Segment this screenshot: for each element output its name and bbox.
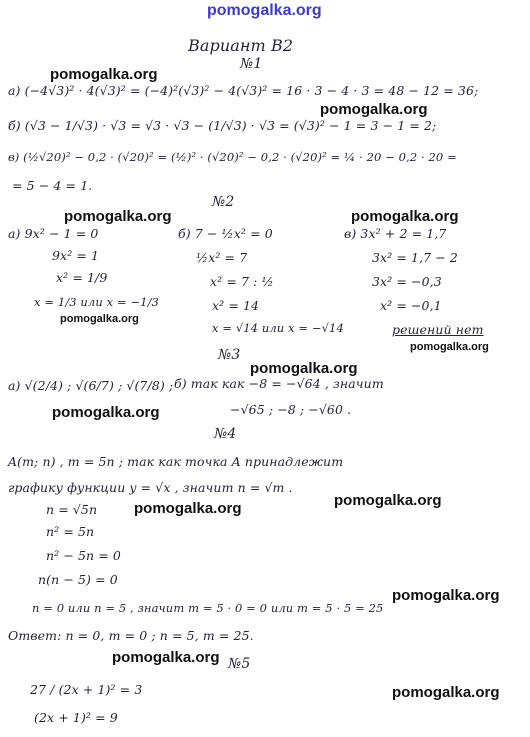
watermark-5: pomogalka.org <box>60 313 139 325</box>
task2-number: №2 <box>212 194 235 210</box>
task2-b-line2: ½x² = 7 <box>196 250 248 265</box>
watermark-8: pomogalka.org <box>52 404 160 421</box>
watermark-1: pomogalka.org <box>50 66 158 83</box>
task2-a-line2: 9x² = 1 <box>52 248 100 263</box>
watermark-3: pomogalka.org <box>64 208 172 225</box>
task2-a-line1: а) 9x² − 1 = 0 <box>8 226 99 241</box>
task4-step1: n = √5n <box>46 502 98 517</box>
task1-part-a: а) (−4√3)² · 4(√3)² = (−4)²(√3)² − 4(√3)² = 16 · 3 − 4 · 3 = 48 − 12 = 36; <box>8 83 479 98</box>
task4-answer: Ответ: n = 0, m = 0 ; n = 5, m = 25. <box>8 628 254 643</box>
task4-line1: A(m; n) , m = 5n ; так как точка A принадлежит <box>8 454 344 469</box>
task1-number: №1 <box>240 56 263 72</box>
watermark-7: pomogalka.org <box>250 360 358 377</box>
watermark-9: pomogalka.org <box>334 492 442 509</box>
task4-line3: n = 0 или n = 5 , значит m = 5 · 0 = 0 или m = 5 · 5 = 25 <box>32 601 384 615</box>
watermark-13: pomogalka.org <box>392 684 500 701</box>
task2-b-line5: x = √14 или x = −√14 <box>212 321 344 335</box>
watermark-10: pomogalka.org <box>134 500 242 517</box>
task2-b-line3: x² = 7 : ½ <box>210 274 274 289</box>
page-title: Вариант В2 <box>188 36 294 55</box>
site-header-watermark: pomogalka.org <box>207 2 322 19</box>
task4-step3: n² − 5n = 0 <box>46 548 121 563</box>
task5-number: №5 <box>228 656 251 672</box>
task2-a-line3: x² = 1/9 <box>56 270 108 285</box>
task3-part-a: а) √(2/4) ; √(6/7) ; √(7/8) ; <box>8 378 174 393</box>
task3-number: №3 <box>218 347 241 363</box>
task2-a-line4: x = 1/3 или x = −1/3 <box>34 295 159 309</box>
task1-part-b: б) (√3 − 1/√3) · √3 = √3 · √3 − (1/√3) · √3 = (√3)² − 1 = 3 − 1 = 2; <box>8 118 437 133</box>
task4-step2: n² = 5n <box>46 524 95 539</box>
watermark-6: pomogalka.org <box>410 341 489 353</box>
task1-part-v-line1: в) (½√20)² − 0,2 · (√20)² = (½)² · (√20)² − 0,2 · (√20)² = ¼ · 20 − 0,2 · 20 = <box>8 150 457 164</box>
task5-line1: 27 / (2x + 1)² = 3 <box>30 682 143 697</box>
task4-number: №4 <box>214 426 237 442</box>
watermark-12: pomogalka.org <box>112 649 220 666</box>
task2-v-line3: 3x² = −0,3 <box>372 274 442 289</box>
task1-part-v-line2: = 5 − 4 = 1. <box>12 178 93 193</box>
task4-step4: n(n − 5) = 0 <box>38 572 118 587</box>
watermark-4: pomogalka.org <box>351 208 459 225</box>
task4-line2: графику функции y = √x , значит n = √m . <box>8 480 293 495</box>
task3-part-b-line1: б) так как −8 = −√64 , значит <box>174 376 384 391</box>
watermark-2: pomogalka.org <box>320 101 428 118</box>
watermark-11: pomogalka.org <box>392 587 500 604</box>
task2-v-line2: 3x² = 1,7 − 2 <box>372 250 458 265</box>
task5-line2: (2x + 1)² = 9 <box>34 710 118 725</box>
task2-b-line1: б) 7 − ½x² = 0 <box>178 226 273 241</box>
task3-part-b-line2: −√65 ; −8 ; −√60 . <box>230 402 352 417</box>
task2-v-line1: в) 3x² + 2 = 1,7 <box>344 226 447 241</box>
task2-v-line5: решений нет <box>392 322 484 337</box>
task2-v-line4: x² = −0,1 <box>380 298 442 313</box>
task2-b-line4: x² = 14 <box>212 298 260 313</box>
